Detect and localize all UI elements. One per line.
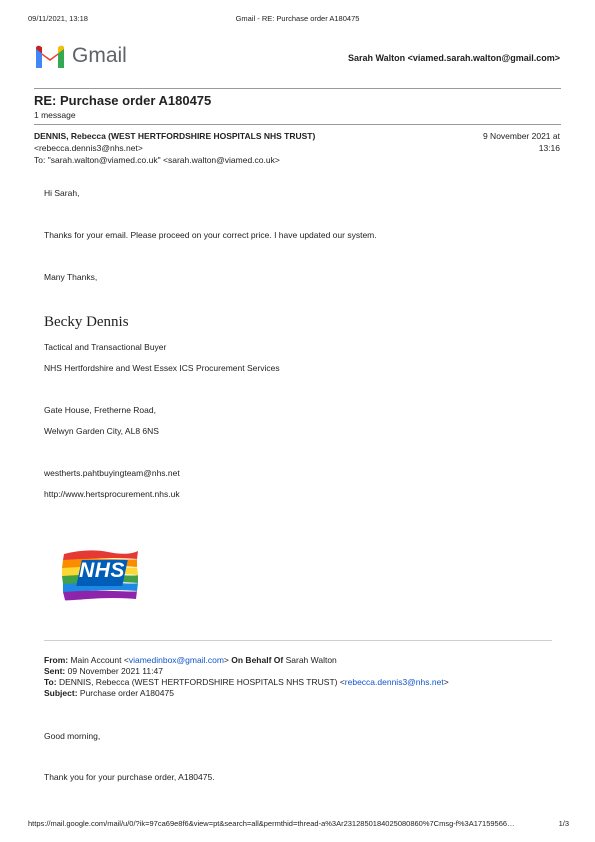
- gmail-logo-icon: [34, 44, 66, 69]
- signature-name: Becky Dennis: [44, 314, 129, 330]
- quoted-from-name: Main Account <: [70, 655, 129, 665]
- nhs-rainbow-logo-icon: [58, 546, 142, 604]
- address-line-1: Gate House, Fretherne Road,: [44, 405, 156, 415]
- message-time: 13:16: [538, 143, 560, 153]
- quoted-sent-value: 09 November 2021 11:47: [67, 666, 163, 676]
- print-title: Gmail - RE: Purchase order A180475: [235, 14, 360, 23]
- message-date: 9 November 2021 at: [482, 131, 560, 141]
- header-divider: [34, 88, 561, 89]
- quoted-divider: [44, 640, 552, 641]
- quoted-greeting: Good morning,: [44, 731, 101, 741]
- greeting: Hi Sarah,: [44, 188, 80, 198]
- thread-subject: RE: Purchase order A180475: [34, 93, 212, 108]
- quoted-to-label: To:: [44, 677, 57, 687]
- gmail-wordmark: Gmail: [72, 44, 127, 67]
- closing: Many Thanks,: [44, 272, 98, 282]
- quoted-subject-line: [44, 688, 174, 698]
- signature-title: Tactical and Transactional Buyer: [44, 342, 167, 352]
- body-paragraph: Thanks for your email. Please proceed on your correct price. I have updated our system.: [44, 230, 377, 240]
- account-email: Sarah Walton <viamed.sarah.walton@gmail.com>: [347, 53, 560, 63]
- quoted-from-line: [44, 655, 337, 665]
- quoted-behalf-name: Sarah Walton: [285, 655, 337, 665]
- sender-name: DENNIS, Rebecca (WEST HERTFORDSHIRE HOSPITALS NHS TRUST): [34, 131, 316, 141]
- rebecca-email-link[interactable]: rebecca.dennis3@nhs.net: [344, 677, 444, 687]
- sender-email: <rebecca.dennis3@nhs.net>: [34, 143, 143, 153]
- quoted-sent-line: [44, 666, 163, 676]
- quoted-from-label: From:: [44, 655, 69, 665]
- recipient-line: To: "sarah.walton@viamed.co.uk" <sarah.walton@viamed.co.uk>: [34, 155, 280, 165]
- thread-divider: [34, 124, 561, 125]
- quoted-sent-label: Sent:: [44, 666, 66, 676]
- procurement-website-link[interactable]: http://www.hertsprocurement.nhs.uk: [44, 489, 180, 499]
- print-footer-url: https://mail.google.com/mail/u/0/?ik=97ca69e8f6&view=pt&search=all&permthid=thread-a%3Ar2312850184025080860%7Cmsg-f%3A17159566…: [28, 819, 515, 828]
- quoted-to-value: DENNIS, Rebecca (WEST HERTFORDSHIRE HOSPITALS NHS TRUST) <: [58, 677, 345, 687]
- signature-org: NHS Hertfordshire and West Essex ICS Procurement Services: [44, 363, 280, 373]
- quoted-behalf-label: On Behalf Of: [231, 655, 284, 665]
- quoted-subject-value: Purchase order A180475: [79, 688, 174, 698]
- message-count: 1 message: [34, 110, 76, 120]
- quoted-body-line: Thank you for your purchase order, A180475.: [44, 772, 215, 782]
- page-number: 1/3: [558, 819, 569, 828]
- quoted-to-close: >: [443, 677, 449, 687]
- address-line-2: Welwyn Garden City, AL8 6NS: [44, 426, 159, 436]
- quoted-to-line: [44, 677, 449, 687]
- viamed-inbox-link[interactable]: viamedinbox@gmail.com: [128, 655, 224, 665]
- quoted-subject-label: Subject:: [44, 688, 78, 698]
- quoted-from-close: >: [223, 655, 229, 665]
- print-datetime: 09/11/2021, 13:18: [28, 14, 88, 23]
- nhs-logo-text: NHS: [79, 559, 125, 582]
- buying-team-email-link[interactable]: westherts.pahtbuyingteam@nhs.net: [44, 468, 180, 478]
